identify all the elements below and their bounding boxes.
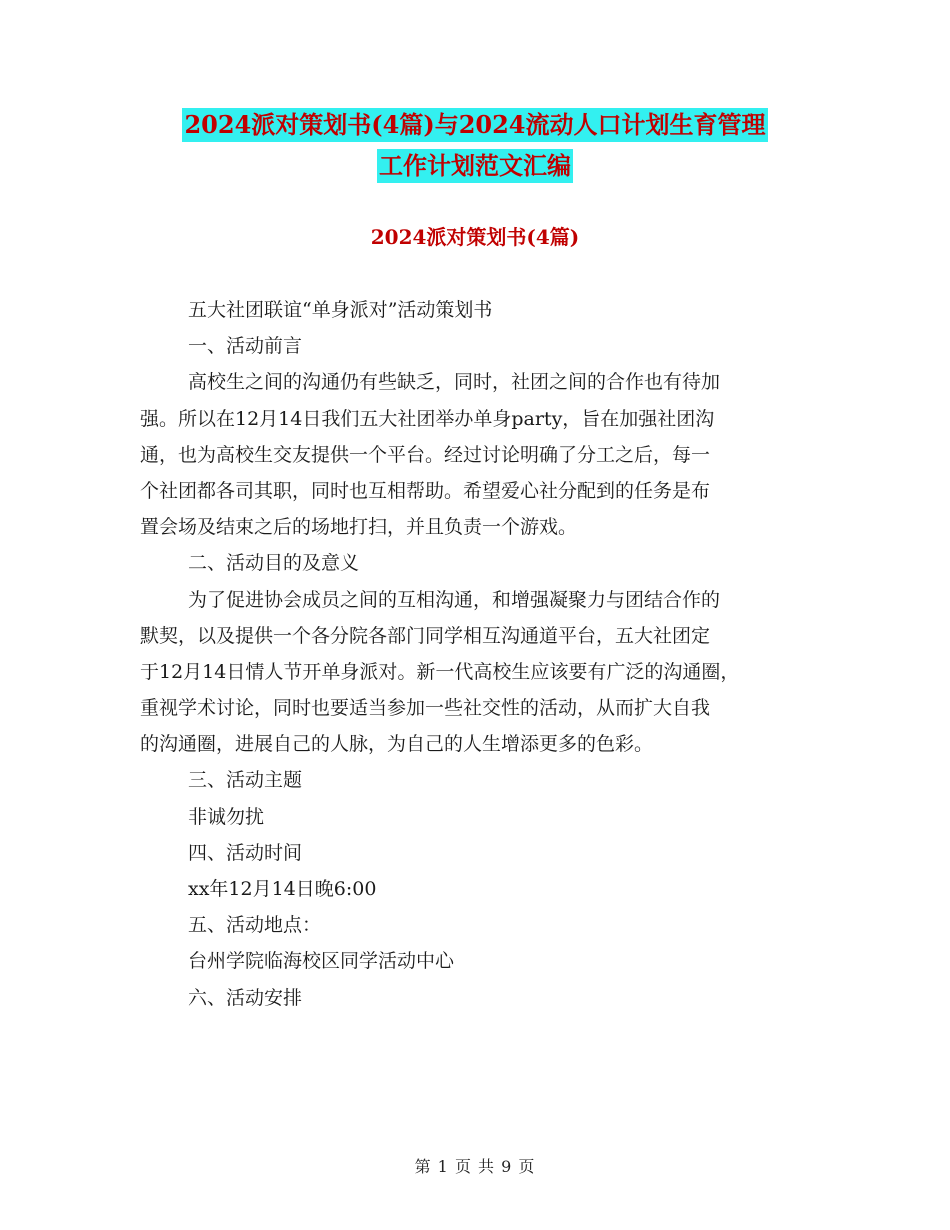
section-subtitle: 2024派对策划书(4篇) xyxy=(370,225,580,249)
title-block xyxy=(0,108,950,183)
body-line: 默契，以及提供一个各分院各部门同学相互沟通道平台，五大社团定 xyxy=(140,624,711,647)
body-line: 置会场及结束之后的场地打扫，并且负责一个游戏。 xyxy=(140,516,578,539)
body-line: 台州学院临海校区同学活动中心 xyxy=(188,950,455,973)
body-line: 二、活动目的及意义 xyxy=(188,552,360,575)
body-line: 通，也为高校生交友提供一个平台。经过讨论明确了分工之后，每一 xyxy=(140,443,711,466)
body-line: 六、活动安排 xyxy=(188,986,303,1009)
body-line: 四、活动时间 xyxy=(188,841,303,864)
body-line: 五大社团联谊“单身派对”活动策划书 xyxy=(188,299,493,321)
body-line: 重视学术讨论，同时也要适当参加一些社交性的活动，从而扩大自我 xyxy=(140,697,711,720)
body-line: 的沟通圈，进展自己的人脉，为自己的人生增添更多的色彩。 xyxy=(140,733,654,756)
body-line: 高校生之间的沟通仍有些缺乏，同时，社团之间的合作也有待加 xyxy=(188,371,721,394)
body-line: 为了促进协会成员之间的互相沟通，和增强凝聚力与团结合作的 xyxy=(188,588,721,611)
document-title-line-1: 2024派对策划书(4篇)与2024流动人口计划生育管理 xyxy=(182,108,767,142)
body-line: 五、活动地点： xyxy=(188,914,322,937)
body-line: 强。所以在12月14日我们五大社团举办单身party，旨在加强社团沟 xyxy=(140,407,715,430)
body-line: xx年12月14日晚6:00 xyxy=(188,878,377,900)
body-line: 于12月14日情人节开单身派对。新一代高校生应该要有广泛的沟通圈， xyxy=(140,660,740,683)
document-body xyxy=(140,292,830,1016)
document-title-line-2: 工作计划范文汇编 xyxy=(377,149,573,183)
body-line: 三、活动主题 xyxy=(188,769,303,792)
page-footer: 第 1 页 共 9 页 xyxy=(414,1157,536,1176)
body-line: 一、活动前言 xyxy=(188,335,303,358)
body-line: 个社团都各司其职，同时也互相帮助。希望爱心社分配到的任务是布 xyxy=(140,479,711,502)
body-line: 非诚勿扰 xyxy=(188,805,265,828)
